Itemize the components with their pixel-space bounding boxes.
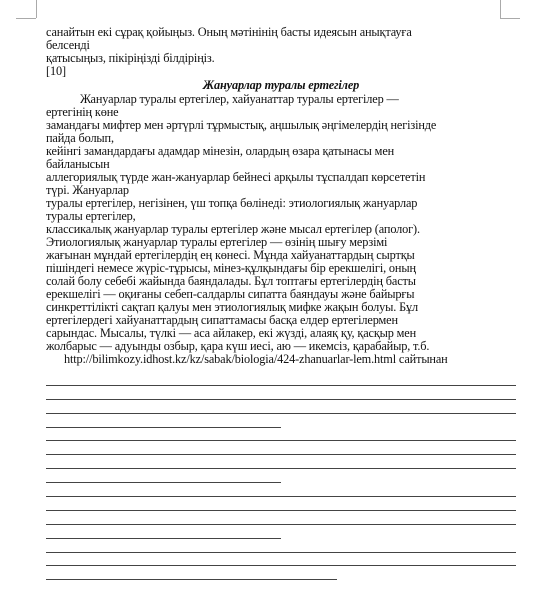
answer-line <box>46 553 516 567</box>
text-line: Жануарлар туралы ертегілер, хайуанаттар туралы ертегілер — <box>80 93 399 106</box>
text-line: ертегінің көне <box>46 106 119 119</box>
crop-mark <box>500 18 520 19</box>
text-line: классикалық жануарлар туралы ертегілер және мысал ертегілер (аполог). <box>46 223 420 236</box>
answer-line <box>46 400 516 414</box>
text-line: пайда болып, <box>46 132 114 145</box>
answer-line <box>46 483 516 497</box>
answer-line <box>46 566 337 580</box>
text-line: пішіндегі немесе жүріс-тұрысы, мінез-құлқындағы бір ерекшелігі, оның <box>46 262 416 275</box>
text-line: Этиологиялық жануарлар туралы ертегілер — өзінің шығу мерзімі <box>46 236 388 249</box>
text-line: қатысыңыз, пікіріңізді білдіріңіз. <box>46 52 215 65</box>
text-line: туралы ертегілер, негізінен, үш топқа бөлінеді: этиологиялық жануарлар <box>46 197 418 210</box>
score-label: [10] <box>46 65 66 78</box>
answer-line <box>46 441 516 455</box>
source-citation: http://bilimkozy.idhost.kz/kz/sabak/biologia/424-zhanuarlar-lem.html сайтынан <box>64 353 448 366</box>
document-title: Жануарлар туралы ертегілер <box>202 79 360 92</box>
text-line: жағынан мұндай ертегілердің ең көнесі. Мұнда хайуанаттардың сыртқы <box>46 249 415 262</box>
crop-mark <box>16 18 36 19</box>
text-line: аллегориялық түрде жан-жануарлар бейнесі арқылы тұспалдап көрсететін <box>46 171 426 184</box>
text-line: түрі. Жануарлар <box>46 184 129 197</box>
text-line: кейінгі замандардағы адамдар мінезін, олардың өзара қатынасы мен <box>46 145 395 158</box>
answer-lines <box>46 372 516 580</box>
text-line: сарындас. Мысалы, түлкі — аса айлакер, екі жүзді, алаяқ қу, қасқыр мен <box>46 327 417 340</box>
text-line: санайтын екі сұрақ қойыңыз. Оның мәтінінің басты идеясын анықтауға <box>46 26 412 39</box>
answer-line <box>46 539 516 553</box>
text-line: синкреттілікті сақтап қалуы мен этиологиялық мифке жақын болуы. Бұл <box>46 301 419 314</box>
answer-line <box>46 372 516 386</box>
task-instructions <box>46 26 516 78</box>
body-text <box>46 93 516 366</box>
answer-line <box>46 428 516 442</box>
answer-line <box>46 455 516 469</box>
answer-line <box>46 525 281 539</box>
document-page <box>46 26 516 580</box>
text-line: ерекшелігі — оқиғаны себеп-салдарлы сипатта баяндауы және байырғы <box>46 288 415 301</box>
answer-line <box>46 414 281 428</box>
text-line: солай болу себебі жайында баяндалады. Бұл топтағы ертегілердің басты <box>46 275 416 288</box>
text-line: белсенді <box>46 39 90 52</box>
crop-mark <box>36 0 37 18</box>
text-line: байланысын <box>46 158 110 171</box>
answer-line <box>46 511 516 525</box>
answer-line <box>46 469 281 483</box>
answer-line <box>46 497 516 511</box>
crop-mark <box>500 0 501 18</box>
text-line: туралы ертегілер, <box>46 210 136 223</box>
text-line: жолбарыс — адуынды озбыр, қара күш иесі, аю — икемсіз, қарабайыр, т.б. <box>46 340 430 353</box>
text-line: ертегілердегі хайуанаттардың сипаттамасы басқа елдер ертегілермен <box>46 314 398 327</box>
answer-line <box>46 386 516 400</box>
text-line: замандағы мифтер мен әртүрлі тұрмыстық, аңшылық әңгімелердің негізінде <box>46 119 437 132</box>
